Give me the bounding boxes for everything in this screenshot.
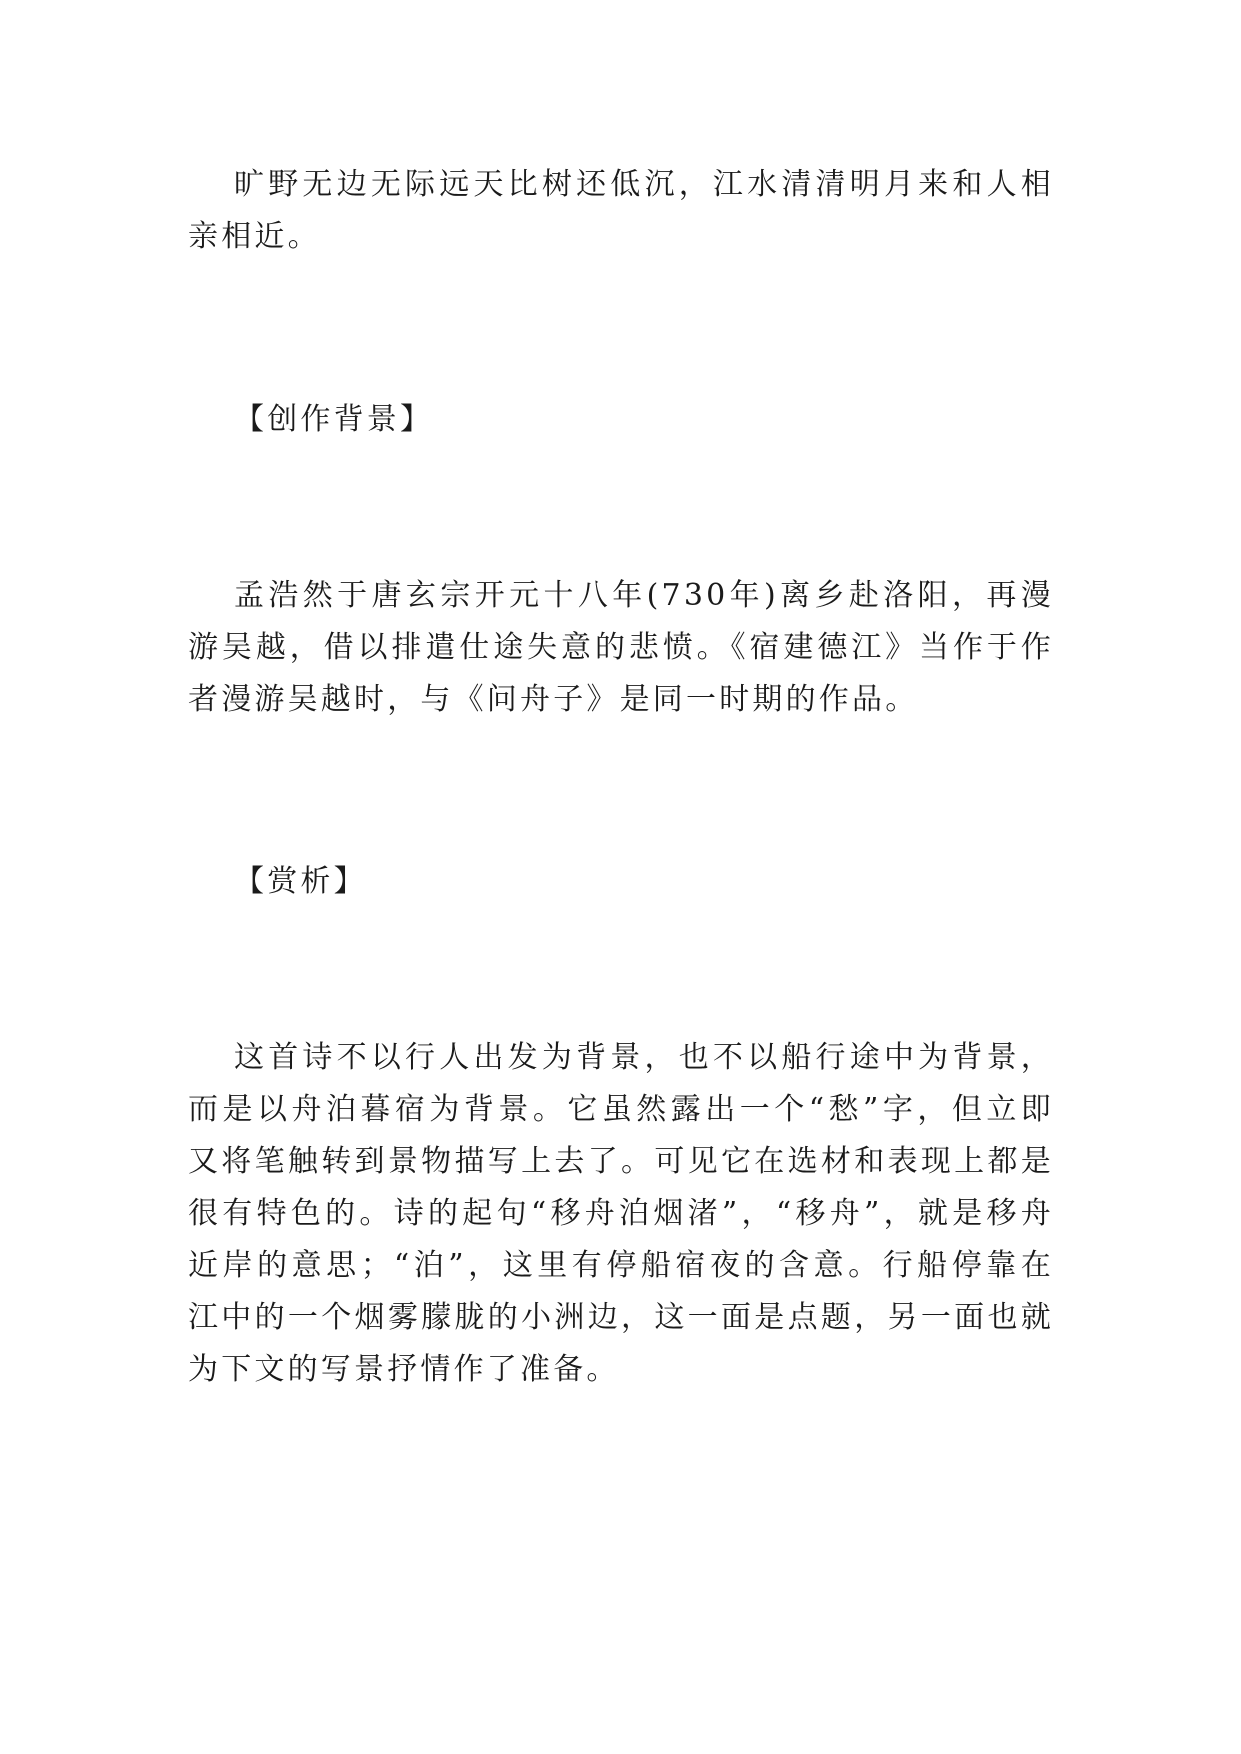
appreciation-paragraph: 这首诗不以行人出发为背景，也不以船行途中为背景，而是以舟泊暮宿为背景。它虽然露出一个“愁”字，但立即又将笔触转到景物描写上去了。可见它在选材和表现上都是很有特色的。诗的起句“移舟泊烟渚”，“移舟”，就是移舟近岸的意思；“泊”，这里有停船宿夜的含意。行船停靠在江中的一个烟雾朦胧的小洲边，这一面是点题，另一面也就为下文的写景抒情作了准备。 bbox=[188, 1040, 1054, 1387]
section-heading-background: 【创作背景】 bbox=[234, 402, 434, 437]
background-paragraph: 孟浩然于唐玄宗开元十八年(730年)离乡赴洛阳，再漫游吴越，借以排遣仕途失意的悲愤。《宿建德江》当作于作者漫游吴越时，与《问舟子》是同一时期的作品。 bbox=[188, 578, 1054, 717]
translation-paragraph: 旷野无边无际远天比树还低沉，江水清清明月来和人相亲相近。 bbox=[188, 167, 1054, 254]
section-heading-appreciation: 【赏析】 bbox=[234, 864, 367, 899]
